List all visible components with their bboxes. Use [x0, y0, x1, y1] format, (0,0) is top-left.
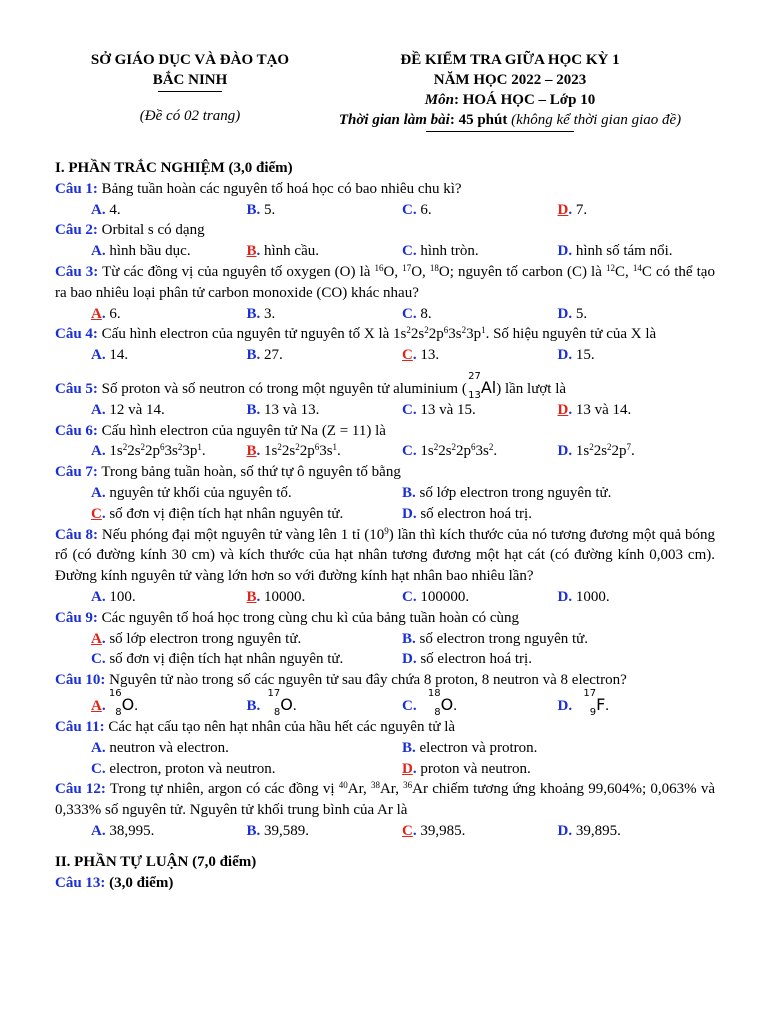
question-1-options	[55, 200, 715, 221]
option-b-correct[interactable]: B. hình cầu.	[246, 243, 319, 260]
header-right-underline	[426, 131, 574, 132]
question-3-options	[55, 304, 715, 325]
option-b[interactable]: B. số electron trong nguyên tử.	[402, 630, 589, 647]
header-left	[80, 50, 300, 126]
question-6: Câu 6: Cấu hình electron của nguyên tử Na (Z = 11) là	[55, 422, 386, 439]
question-3: Câu 3: Từ các đồng vị của nguyên tố oxygen (O) là $^{16}$O, $^{17}$O, $^{18}$O; nguyên tố carbon (C) là $^{12}$C, $^{14}$C có thể tạo ra bao nhiêu loại phân tử carbon monoxide (CO) khác nhau?	[55, 262, 715, 301]
school-year: NĂM HỌC 2022 – 2023	[433, 72, 587, 88]
option-b[interactable]: B. electron và protron.	[402, 739, 538, 756]
question-2-options	[55, 241, 715, 262]
option-c[interactable]: C. electron, proton và neutron.	[91, 760, 276, 777]
option-d[interactable]: D. 5.	[557, 305, 588, 322]
isotope-f17-symbol: 17 9 F	[583, 688, 606, 718]
option-c[interactable]: C. số đơn vị điện tích hạt nhân nguyên tử.	[91, 651, 344, 668]
isotope-o18-symbol: 18 8 O	[427, 688, 454, 718]
question-2: Câu 2: Orbital s có dạng	[55, 222, 205, 239]
option-d[interactable]: D. số electron hoá trị.	[402, 505, 532, 522]
question-7: Câu 7: Trong bảng tuần hoàn, số thứ tự ô nguyên tố bằng	[55, 464, 401, 481]
option-a[interactable]: A. nguyên tử khối của nguyên tố.	[91, 484, 292, 501]
option-b[interactable]: B. 3.	[246, 305, 276, 322]
question-11: Câu 11: Các hạt cấu tạo nên hạt nhân của hầu hết các nguyên tử là	[55, 718, 456, 735]
exam-title: ĐỀ KIỂM TRA GIỮA HỌC KỲ 1	[400, 52, 620, 68]
subject-line: Môn: HOÁ HỌC – Lớp 10	[424, 92, 596, 108]
option-c[interactable]: C. 18 8 O.	[402, 688, 457, 718]
question-4: Câu 4: Cấu hình electron của nguyên tử nguyên tố X là $1s^22s^22p^63s^23p^1$. Số hiệu nguyên tử của X là	[55, 325, 657, 343]
option-c[interactable]: C. hình tròn.	[402, 243, 479, 260]
question-9: Câu 9: Các nguyên tố hoá học trong cùng chu kì của bảng tuần hoàn có cùng	[55, 609, 520, 626]
time-line: Thời gian làm bài: 45 phút (không kể thời gian giao đề)	[338, 112, 682, 128]
question-11-options-row1	[55, 738, 715, 759]
option-a[interactable]: A. 100.	[91, 588, 136, 605]
question-8-options	[55, 587, 715, 608]
option-d[interactable]: D. 15.	[557, 347, 595, 364]
option-d[interactable]: D. hình số tám nổi.	[557, 243, 673, 260]
question-12-options	[55, 821, 715, 842]
question-4-options	[55, 345, 715, 366]
question-10: Câu 10: Nguyên tử nào trong số các nguyên tử sau đây chứa 8 proton, 8 neutron và 8 electron?	[55, 672, 627, 689]
option-b[interactable]: B. 17 8 O.	[246, 688, 297, 718]
time-value: : 45 phút	[449, 112, 508, 128]
option-c[interactable]: C. $1s^22s^22p^63s^2$.	[402, 442, 498, 460]
option-b-correct[interactable]: B. 10000.	[246, 588, 306, 605]
page-count-note: (Đề có 02 trang)	[139, 108, 241, 124]
option-a[interactable]: A. 14.	[91, 347, 129, 364]
question-7-options-row1	[55, 483, 715, 504]
option-a[interactable]: A. 4.	[91, 201, 121, 218]
question-9-options-row2	[55, 649, 715, 670]
option-a-correct[interactable]: A. 6.	[91, 305, 121, 322]
option-b[interactable]: B. 27.	[246, 347, 283, 364]
option-c[interactable]: C. 100000.	[402, 588, 470, 605]
option-c[interactable]: C. 13 và 15.	[402, 401, 476, 418]
aluminium-isotope-symbol: 27 13 Al	[468, 370, 497, 401]
question-10-options	[55, 688, 715, 718]
option-c[interactable]: C. 8.	[402, 305, 432, 322]
option-a[interactable]: A. neutron và electron.	[91, 739, 229, 756]
question-5: Câu 5: Số proton và số neutron có trong một nguyên tử aluminium ( 27 13 Al) lần lượt là	[55, 370, 567, 401]
option-a[interactable]: A. 38,995.	[91, 822, 155, 839]
option-b[interactable]: B. 5.	[246, 201, 276, 218]
isotope-o16-symbol: 16 8 O	[108, 688, 135, 718]
question-5-options	[55, 400, 715, 421]
subject-value: : HOÁ HỌC – Lớp 10	[453, 92, 596, 108]
question-8: Câu 8: Nếu phóng đại một nguyên tử vàng lên 1 tỉ $(10^9)$ lần thì kích thước của nó tương đương một quả bóng rổ (có đường kính 30 cm) và kích thước của hạt nhân tương đương một hạt cát (có đường kính 0,003 cm). Đường kính nguyên tử vàng lớn hơn so với đường kính hạt nhân bao nhiêu lần?	[55, 525, 715, 585]
option-a[interactable]: A. hình bầu dục.	[91, 243, 191, 260]
header-left-underline	[158, 91, 222, 92]
option-d-correct[interactable]: D. proton và neutron.	[402, 760, 531, 777]
option-c-correct[interactable]: C. 39,985.	[402, 822, 466, 839]
option-b[interactable]: B. 13 và 13.	[246, 401, 320, 418]
option-b[interactable]: B. số lớp electron trong nguyên tử.	[402, 484, 612, 501]
exam-content	[55, 158, 715, 893]
option-c[interactable]: C. 6.	[402, 201, 432, 218]
option-d-correct[interactable]: D. 7.	[557, 201, 588, 218]
section-essay-title: II. PHẦN TỰ LUẬN (7,0 điểm)	[55, 853, 257, 870]
time-note: (không kể thời gian giao đề)	[507, 112, 682, 128]
option-b-correct[interactable]: B. $1s^22s^22p^63s^1$.	[246, 442, 341, 460]
question-13: Câu 13: (3,0 điểm)	[55, 874, 174, 891]
question-1: Câu 1: Bảng tuần hoàn các nguyên tố hoá học có bao nhiêu chu kì?	[55, 180, 462, 197]
question-12: Câu 12: Trong tự nhiên, argon có các đồng vị $^{40}$Ar, $^{38}$Ar, $^{36}$Ar chiếm tương ứng khoảng 99,604%; 0,063% và 0,333% số nguyên tử. Nguyên tử khối trung bình của Ar là	[55, 780, 716, 819]
option-b[interactable]: B. 39,589.	[246, 822, 310, 839]
option-a-correct[interactable]: A. số lớp electron trong nguyên tử.	[91, 630, 302, 647]
question-7-options-row2	[55, 504, 715, 525]
question-6-options	[55, 441, 715, 462]
department-name: SỞ GIÁO DỤC VÀ ĐÀO TẠO	[90, 52, 290, 68]
option-a[interactable]: A. 12 và 14.	[91, 401, 165, 418]
question-11-options-row2	[55, 759, 715, 780]
option-a[interactable]: A. $1s^22s^22p^63s^23p^1$.	[91, 442, 206, 460]
question-9-options-row1	[55, 629, 715, 650]
section-multiple-choice-title: I. PHẦN TRẮC NGHIỆM (3,0 điểm)	[55, 160, 293, 176]
isotope-o17-symbol: 17 8 O	[267, 688, 293, 718]
option-d-correct[interactable]: D. 13 và 14.	[557, 401, 632, 418]
option-d[interactable]: D. $1s^22s^22p^7$.	[557, 442, 635, 460]
option-d[interactable]: D. số electron hoá trị.	[402, 651, 532, 668]
province-name: BẮC NINH	[152, 72, 228, 88]
header-right	[300, 50, 720, 132]
option-d[interactable]: D. 1000.	[557, 588, 610, 605]
option-c-correct[interactable]: C. 13.	[402, 347, 440, 364]
option-d[interactable]: D. 39,895.	[557, 822, 621, 839]
option-c-correct[interactable]: C. số đơn vị điện tích hạt nhân nguyên tử.	[91, 505, 344, 522]
option-d[interactable]: D. 17 9 F.	[557, 688, 610, 718]
option-a-correct[interactable]: A. 16 8 O.	[91, 688, 138, 718]
